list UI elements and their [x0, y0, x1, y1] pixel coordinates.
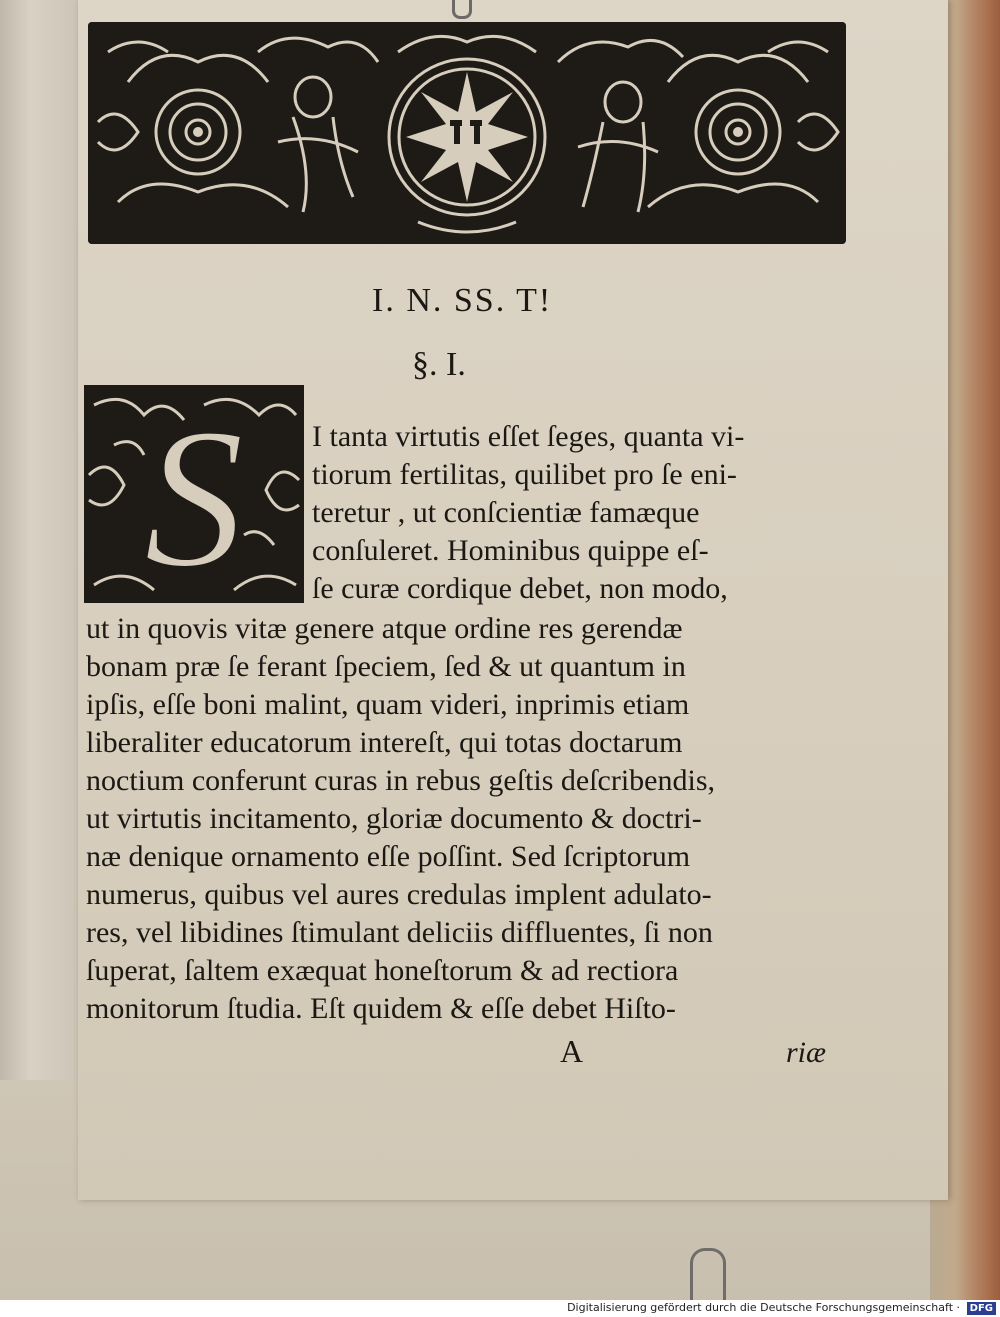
clip-top	[452, 0, 472, 19]
text-line-10: noctium conferunt curas in rebus geſtis deſcribendis,	[86, 764, 715, 797]
text-line-12: næ denique ornamento eſſe poſſint. Sed ſcriptorum	[86, 840, 691, 873]
clip-bottom	[690, 1248, 726, 1301]
page-heading: I. N. SS. T!	[372, 282, 553, 319]
digitization-credit: Digitalisierung gefördert durch die Deutsche Forschungsgemeinschaft ·	[567, 1301, 960, 1314]
text-line-2: tiorum fertilitas, quilibet pro ſe eni-	[312, 458, 737, 491]
initial-ornament	[84, 385, 304, 603]
text-line-11: ut virtutis incitamento, gloriæ documento & doctri-	[86, 802, 702, 835]
left-page-edge	[0, 0, 87, 1080]
dropcap-letter: S	[144, 388, 244, 603]
text-line-4: conſuleret. Hominibus quippe eſ-	[312, 534, 709, 567]
text-line-14: res, vel libidines ſtimulant deliciis diffluentes, ſi non	[86, 916, 713, 949]
text-line-3: teretur , ut conſcientiæ famæque	[312, 496, 700, 529]
text-line-7: bonam præ ſe ferant ſpeciem, ſed & ut quantum in	[86, 650, 686, 683]
right-edge-shadow	[955, 0, 1000, 1300]
text-line-8: ipſis, eſſe boni malint, quam videri, inprimis etiam	[86, 688, 690, 721]
dfg-logo: DFG	[967, 1302, 996, 1315]
text-line-6: ut in quovis vitæ genere atque ordine res gerendæ	[86, 612, 683, 645]
text-line-9: liberaliter educatorum intereſt, qui totas doctarum	[86, 726, 683, 759]
ornamental-headpiece	[88, 22, 846, 244]
signature-mark: A	[560, 1033, 584, 1069]
text-line-5: ſe curæ cordique debet, non modo,	[312, 572, 728, 605]
text-line-1: I tanta virtutis eſſet ſeges, quanta vi-	[312, 420, 745, 453]
decorated-initial	[84, 385, 304, 603]
headpiece-ornament	[88, 22, 846, 244]
text-line-15: ſuperat, ſaltem exæquat honeſtorum & ad rectiora	[86, 954, 679, 987]
text-line-16: monitorum ſtudia. Eſt quidem & eſſe debet Hiſto-	[86, 992, 676, 1025]
text-line-13: numerus, quibus vel aures credulas implent adulato-	[86, 878, 712, 911]
catchword: riæ	[786, 1036, 827, 1069]
section-number: §. I.	[412, 346, 466, 383]
